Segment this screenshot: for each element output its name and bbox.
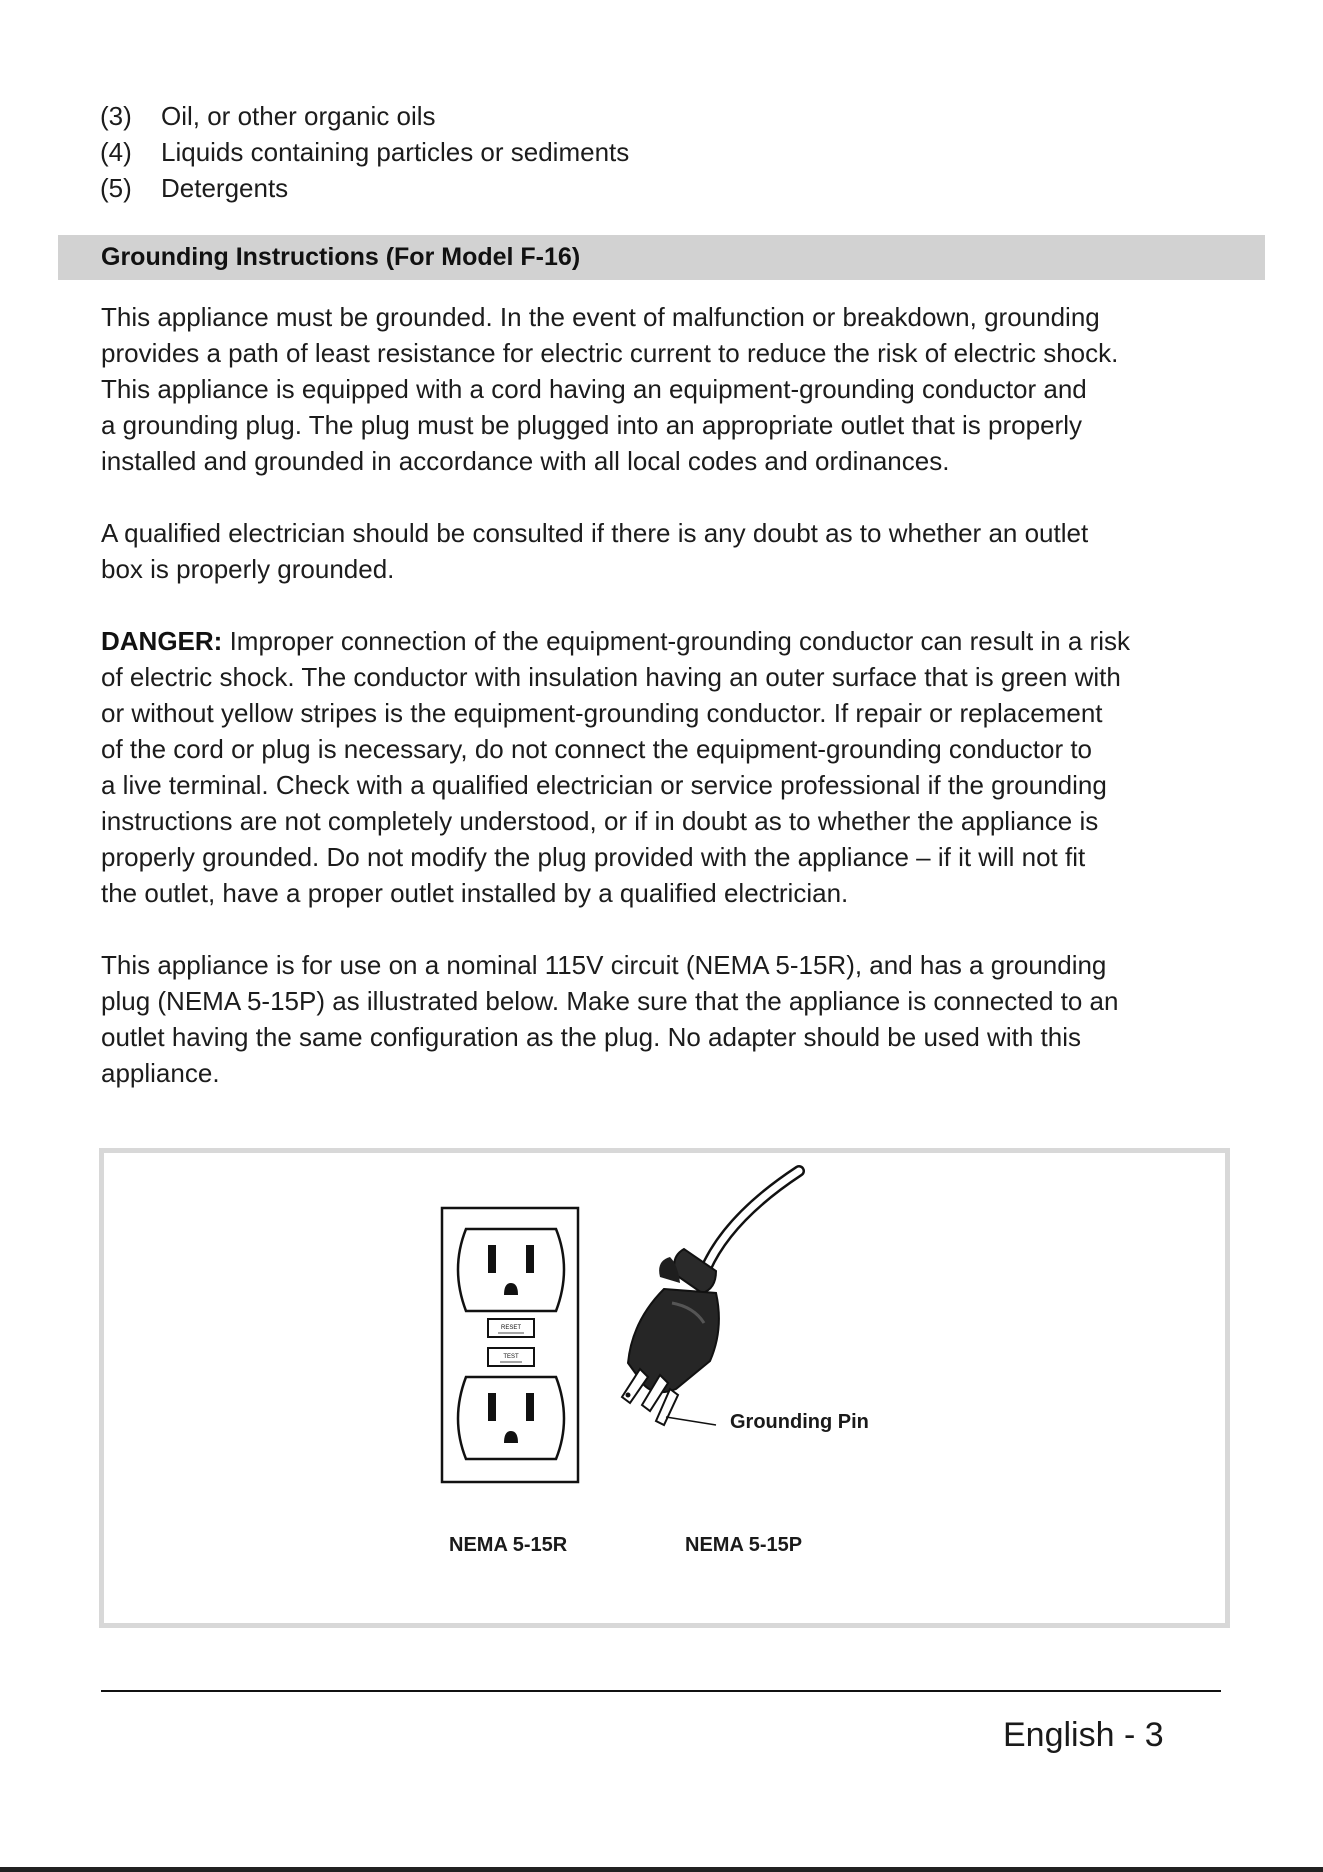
upper-outlet-face	[458, 1229, 564, 1311]
text-line: properly grounded. Do not modify the plug provided with the appliance – if it will not fit	[101, 842, 1086, 872]
section-title: Grounding Instructions (For Model F-16)	[101, 243, 581, 271]
grounding-pin-label: Grounding Pin	[730, 1411, 869, 1433]
list-item-number: (4)	[100, 137, 132, 167]
text-line: plug (NEMA 5-15P) as illustrated below. Make sure that the appliance is connected to an	[101, 986, 1119, 1016]
list-item	[100, 134, 629, 170]
plug-icon	[622, 1171, 799, 1425]
figure-box	[99, 1148, 1230, 1628]
list-item	[100, 98, 629, 134]
figure-illustration	[104, 1153, 1225, 1623]
text-line: or without yellow stripes is the equipment-grounding conductor. If repair or replacement	[101, 698, 1103, 728]
text-line: instructions are not completely understood, or if in doubt as to whether the appliance is	[101, 806, 1099, 836]
text-line: This appliance is for use on a nominal 115V circuit (NEMA 5-15R), and has a grounding	[101, 950, 1107, 980]
text-line: A qualified electrician should be consulted if there is any doubt as to whether an outlet	[101, 518, 1089, 548]
text-line: of electric shock. The conductor with insulation having an outer surface that is green with	[101, 662, 1121, 692]
page-bottom-edge	[0, 1867, 1323, 1872]
text-line: box is properly grounded.	[101, 554, 395, 584]
list-item-text: Liquids containing particles or sediments	[161, 137, 630, 167]
paragraph-danger	[101, 623, 1251, 911]
paragraph-grounding-intro	[101, 299, 1251, 479]
plug-label: NEMA 5-15P	[685, 1534, 803, 1556]
text-line: installed and grounded in accordance with all local codes and ordinances.	[101, 446, 950, 476]
grounding-pin-callout	[666, 1417, 716, 1425]
paragraph-electrician	[101, 515, 1251, 587]
list-item-number: (3)	[100, 101, 132, 131]
list-item-text: Detergents	[161, 173, 289, 203]
page-number: English - 3	[1003, 1716, 1164, 1754]
list-item-number: (5)	[100, 173, 132, 203]
outlet-icon	[442, 1208, 578, 1482]
list-item	[100, 170, 629, 206]
text-line: outlet having the same configuration as the plug. No adapter should be used with this	[101, 1022, 1081, 1052]
paragraph-circuit	[101, 947, 1251, 1091]
text-line: a grounding plug. The plug must be plugged into an appropriate outlet that is properly	[101, 410, 1082, 440]
numbered-list	[100, 98, 629, 206]
danger-text: Improper connection of the equipment-grounding conductor can result in a risk	[222, 626, 1130, 656]
test-button-label: TEST	[503, 1354, 519, 1360]
reset-button-label: RESET	[500, 1325, 522, 1331]
receptacle-label: NEMA 5-15R	[449, 1534, 568, 1556]
lower-outlet-face	[458, 1377, 564, 1459]
text-line: appliance.	[101, 1058, 220, 1088]
danger-label: DANGER:	[101, 626, 223, 656]
text-line: a live terminal. Check with a qualified electrician or service professional if the grounding	[101, 770, 1107, 800]
text-line	[101, 623, 1251, 659]
section-heading-bar	[58, 235, 1265, 280]
list-item-text: Oil, or other organic oils	[161, 101, 436, 131]
footer-rule	[101, 1690, 1221, 1692]
text-line: of the cord or plug is necessary, do not connect the equipment-grounding conductor to	[101, 734, 1093, 764]
text-line: This appliance is equipped with a cord having an equipment-grounding conductor and	[101, 374, 1087, 404]
text-line: the outlet, have a proper outlet installed by a qualified electrician.	[101, 878, 849, 908]
text-line: This appliance must be grounded. In the event of malfunction or breakdown, grounding	[101, 302, 1100, 332]
text-line: provides a path of least resistance for electric current to reduce the risk of electric shock.	[101, 338, 1119, 368]
